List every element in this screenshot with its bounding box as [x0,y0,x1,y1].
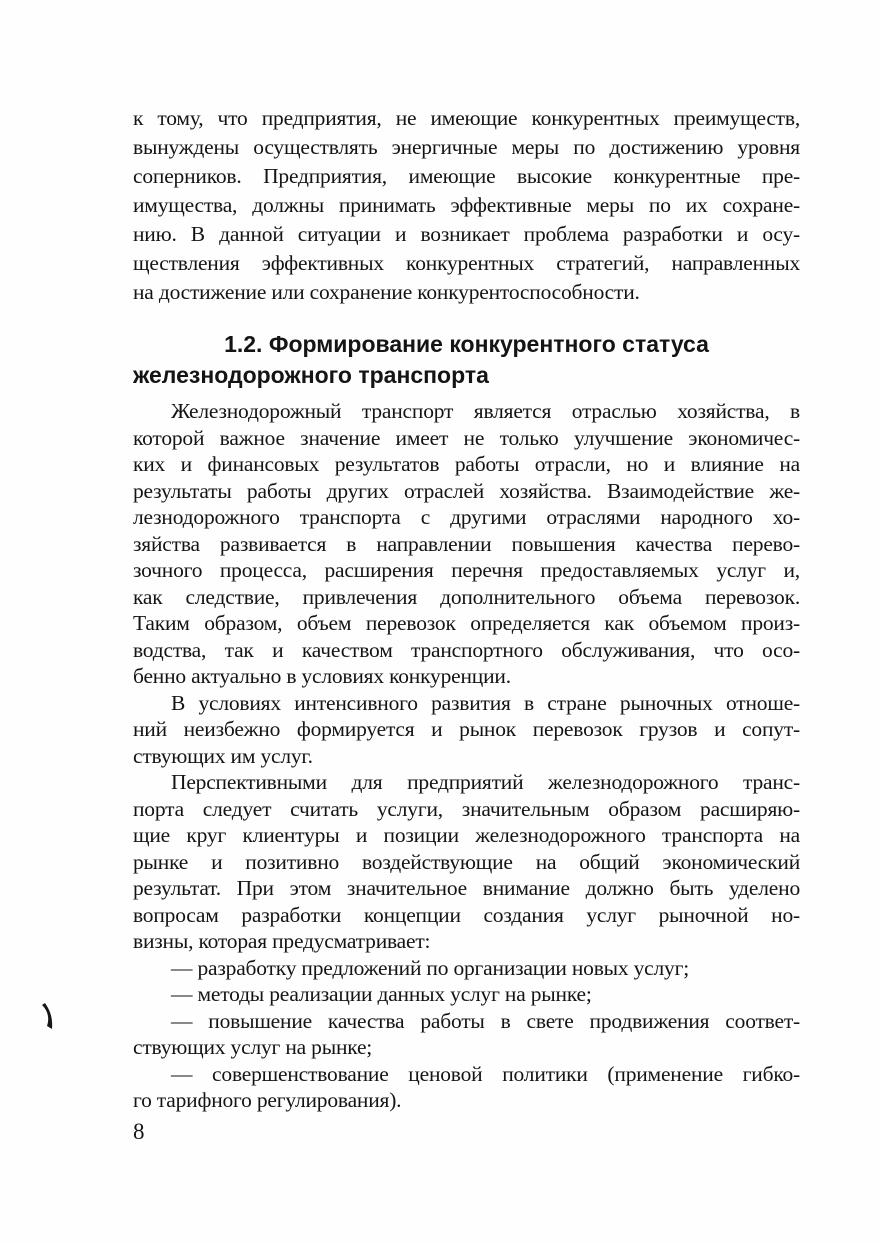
text-line: имущества, должны принимать эффективные меры по их сохране- [133,193,800,217]
text-line: которой важное значение имеет не только улучшение экономичес- [133,425,800,450]
main-text-flow [133,398,800,1114]
section-heading [133,329,800,391]
text-line: — повышение качества работы в свете продвижения соответ- [171,1008,800,1033]
text-line: ких и финансовых результатов работы отрасли, но и влияние на [133,452,800,476]
text-line: визны, которая предусматривает: [133,929,431,953]
text-line: Перспективными для предприятий железнодорожного транс- [171,770,800,794]
text-line: лезнодорожного транспорта с другими отраслями народного хо- [133,505,800,529]
list-item-realization-methods [133,981,800,1008]
text-line: результаты работы других отраслей хозяйства. Взаимодействие же- [133,478,800,503]
text-line: вопросам разработки концепции создания услуг рыночной но- [133,902,800,927]
list-item-quality-improvement [133,1008,800,1061]
text-line: зочного процесса, расширения перечня предоставляемых услуг и, [133,558,800,582]
paragraph-continued-from-previous-page [133,104,800,307]
list-item-price-policy [133,1061,800,1114]
text-line: соперников. Предприятия, имеющие высокие конкурентные пре- [133,164,800,188]
text-line: Таким образом, объем перевозок определяется как объемом произ- [133,611,800,635]
text-line: ний неизбежно формируется и рынок перевозок грузов и сопут- [133,717,800,741]
text-line: вынуждены осуществлять энергичные меры по достижению уровня [133,135,800,159]
text-line: Железнодорожный транспорт является отраслью хозяйства, в [171,399,800,423]
text-line: бенно актуально в условиях конкуренции. [133,664,511,688]
text-line: как следствие, привлечения дополнительного объема перевозок. [133,584,800,609]
text-line: рынке и позитивно воздействующие на общий экономический [133,849,800,874]
text-line: го тарифного регулирования). [133,1088,402,1112]
text-line: результат. При этом значительное внимание должно быть уделено [133,876,800,900]
text-line: ствующих услуг на рынке; [133,1035,373,1059]
paragraph-formation-intro [133,398,800,690]
text-line: — совершенствование ценовой политики (применение гибко- [171,1061,800,1086]
text-line: ществления эффективных конкурентных стратегий, направленных [133,251,800,275]
text-line: щие круг клиентуры и позиции железнодорожного транспорта на [133,823,800,847]
text-line: железнодорожного транспорта [133,362,489,388]
text-line: В условиях интенсивного развития в стране рыночных отноше- [171,690,800,715]
text-line: 1.2. Формирование конкурентного статуса [224,331,709,357]
text-line: к тому, что предприятия, не имеющие конкурентных преимуществ, [133,106,800,130]
list-item-new-services [133,955,800,982]
text-line: зяйства развивается в направлении повышения качества перево- [133,531,800,556]
paragraph-promising-services [133,769,800,955]
text-line: ствующих им услуг. [133,743,313,768]
ink-smudge-artifact [42,1003,56,1033]
text-line: нию. В данной ситуации и возникает проблема разработки и осу- [133,222,800,246]
text-line: порта следует считать услуги, значительным образом расширяю- [133,796,800,821]
text-line: водства, так и качеством транспортного обслуживания, что осо- [133,637,800,662]
text-line: на достижение или сохранение конкурентоспособности. [133,280,640,304]
paragraph-market-relations [133,690,800,770]
text-line: — разработку предложений по организации новых услуг; [171,955,689,980]
text-line: — методы реализации данных услуг на рынке; [171,982,592,1006]
page-number: 8 [133,1119,145,1144]
